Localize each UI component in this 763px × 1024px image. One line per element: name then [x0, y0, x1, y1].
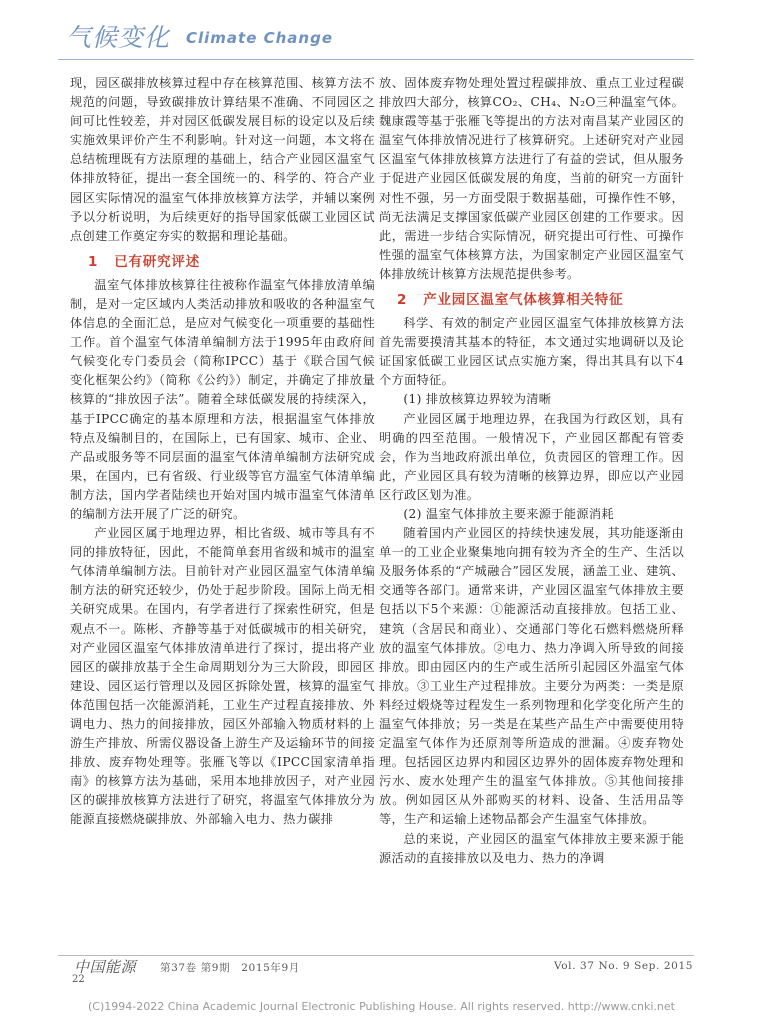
section-title: 已有研究评述	[114, 253, 201, 270]
journal-section-title-en: Climate Change	[186, 29, 334, 47]
section-number: 1	[88, 253, 99, 270]
page-number: 22	[72, 974, 85, 985]
section-title: 产业园区温室气体核算相关特征	[423, 292, 624, 309]
left-paragraph-3: 产业园区属于地理边界，相比省级、城市等具有不同的排放特征，因此，不能简单套用省级和城市的温室气体清单编制方法。目前针对产业园区温室气体清单编制方法的研究还较少，仍处于起步阶段。国际上尚无相关研究成果。在国内，有学者进行了探索性研究，但是观点不一。陈彬、齐静等基于对低碳城市的相关研究，对产业园区温室气体排放清单进行了探讨，提出将产业园区的碳排放基于全生命周期划分为三大阶段，即园区建设、园区运行管理以及园区拆除处置，核算的温室气体范围包括一次能源消耗，工业生产过程直接排放、外调电力、热力的间接排放，园区外部输入物质材料的上游生产排放、所需仪器设备上游生产及运输环节的间接排放、废弃物处理等。张雁飞等以《IPCC国家清单指南》的核算方法为基础，采用本地排放因子，对产业园区的碳排放核算方法进行了研究，将温室气体排放分为能源直接燃烧碳排放、外部输入电力、热力碳排	[70, 526, 375, 827]
copyright-notice: (C)1994-2022 China Academic Journal Electronic Publishing House. All rights reserved. http://www.cnki.net	[88, 1000, 675, 1013]
header-divider	[58, 59, 694, 60]
section-heading-2	[379, 290, 684, 310]
issue-info-zh: 第37卷 第9期 2015年9月	[160, 962, 300, 974]
left-column	[70, 74, 375, 954]
right-paragraph-1: 放、固体废弃物处理处置过程碳排放、重点工业过程碳排放四大部分，核算CO₂、CH₄、N₂O三种温室气体。魏康霞等基于张雁飞等提出的方法对南昌某产业园区的温室气体排放情况进行了核算研究。上述研究对产业园区温室气体排放核算方法进行了有益的尝试，但从服务于促进产业园区低碳发展的角度，当前的研究一方面针对性不强，另一方面受限于数据基础，可操作性不够，尚无法满足支撑国家低碳产业园区创建的工作要求。因此，需进一步结合实际情况，研究提出可行性、可操作性强的温室气体核算方法，为国家制定产业园区温室气体排放统计核算方法规范提供参考。	[379, 76, 684, 281]
journal-logo: 中国能源	[74, 958, 137, 976]
subheading-2: (2) 温室气体排放主要来源于能源消耗	[403, 506, 614, 521]
journal-section-title-zh: 气候变化	[66, 23, 171, 52]
section-number: 2	[397, 292, 408, 309]
right-paragraph-3: 产业园区属于地理边界，在我国为行政区划，具有明确的四至范围。一般情况下，产业园区都配有管委会，作为当地政府派出单位，负责园区的管理工作。因此，产业园区具有较为清晰的核算边界，即应以产业园区行政区划为准。	[379, 411, 684, 502]
footer-divider	[58, 955, 694, 956]
left-paragraph-1: 现，园区碳排放核算过程中存在核算范围、核算方法不规范的问题，导致碳排放计算结果不准确、不同园区之间可比性较差，并对园区低碳发展目标的设定以及后续实施效果评价产生不利影响。针对这一问题，本文将在总结梳理既有方法原理的基础上，结合产业园区温室气体排放特征，提出一套全国统一的、科学的、符合产业园区实际情况的温室气体排放核算方法学，并辅以案例予以分析说明，为后续更好的指导国家低碳工业园区试点创建工作奠定夯实的数据和理论基础。	[70, 76, 375, 243]
right-paragraph-5: 总的来说，产业园区的温室气体排放主要来源于能源活动的直接排放以及电力、热力的净调	[379, 831, 684, 865]
right-paragraph-2: 科学、有效的制定产业园区温室气体排放核算方法首先需要摸清其基本的特征，本文通过实地调研以及论证国家低碳工业园区试点实施方案，得出其具有以下4个方面特征。	[379, 316, 684, 388]
left-paragraph-2: 温室气体排放核算往往被称作温室气体排放清单编制，是对一定区域内人类活动排放和吸收的各种温室气体信息的全面汇总，是应对气候变化一项重要的基础性工作。首个温室气体清单编制方法于1995年由政府间气候变化专门委员会（简称IPCC）基于《联合国气候变化框架公约》（简称《公约》）制定，并确定了排放量核算的“排放因子法”。随着全球低碳发展的持续深入，基于IPCC确定的基本原理和方法，根据温室气体排放特点及编制目的，在国际上，已有国家、城市、企业、产品或服务等不同层面的温室气体清单编制方法研究成果，在国内，已有省级、行业级等官方温室气体清单编制方法，国内学者陆续也开始对国内城市温室气体清单的编制方法开展了广泛的研究。	[70, 277, 375, 521]
right-column	[379, 74, 684, 954]
running-header	[0, 0, 763, 62]
right-paragraph-4: 随着国内产业园区的持续快速发展，其功能逐渐由单一的工业企业聚集地向拥有较为齐全的生产、生活以及服务体系的“产城融合”园区发展，涵盖工业、建筑、交通等各部门。通常来讲，产业园区温室气体排放主要包括以下5个来源：①能源活动直接排放。包括工业、建筑（含居民和商业）、交通部门等化石燃料燃烧所释放的温室气体排放。②电力、热力净调入所导致的间接排放。即由园区内的生产或生活所引起园区外温室气体排放。③工业生产过程排放。主要分为两类：一类是原料经过煅烧等过程发生一系列物理和化学变化所产生的温室气体排放；另一类是在某些产品生产中需要使用特定温室气体作为还原剂等所造成的泄漏。④废弃物处理。包括园区边界内和园区边界外的固体废弃物处理和污水、废水处理产生的温室气体排放。⑤其他间接排放。例如园区从外部购买的材料、设备、生活用品等等，生产和运输上述物品都会产生温室气体排放。	[379, 526, 684, 827]
section-heading-1	[70, 252, 375, 272]
issue-info-en: Vol. 37 No. 9 Sep. 2015	[553, 960, 693, 972]
subheading-1: (1) 排放核算边界较为清晰	[403, 392, 552, 407]
